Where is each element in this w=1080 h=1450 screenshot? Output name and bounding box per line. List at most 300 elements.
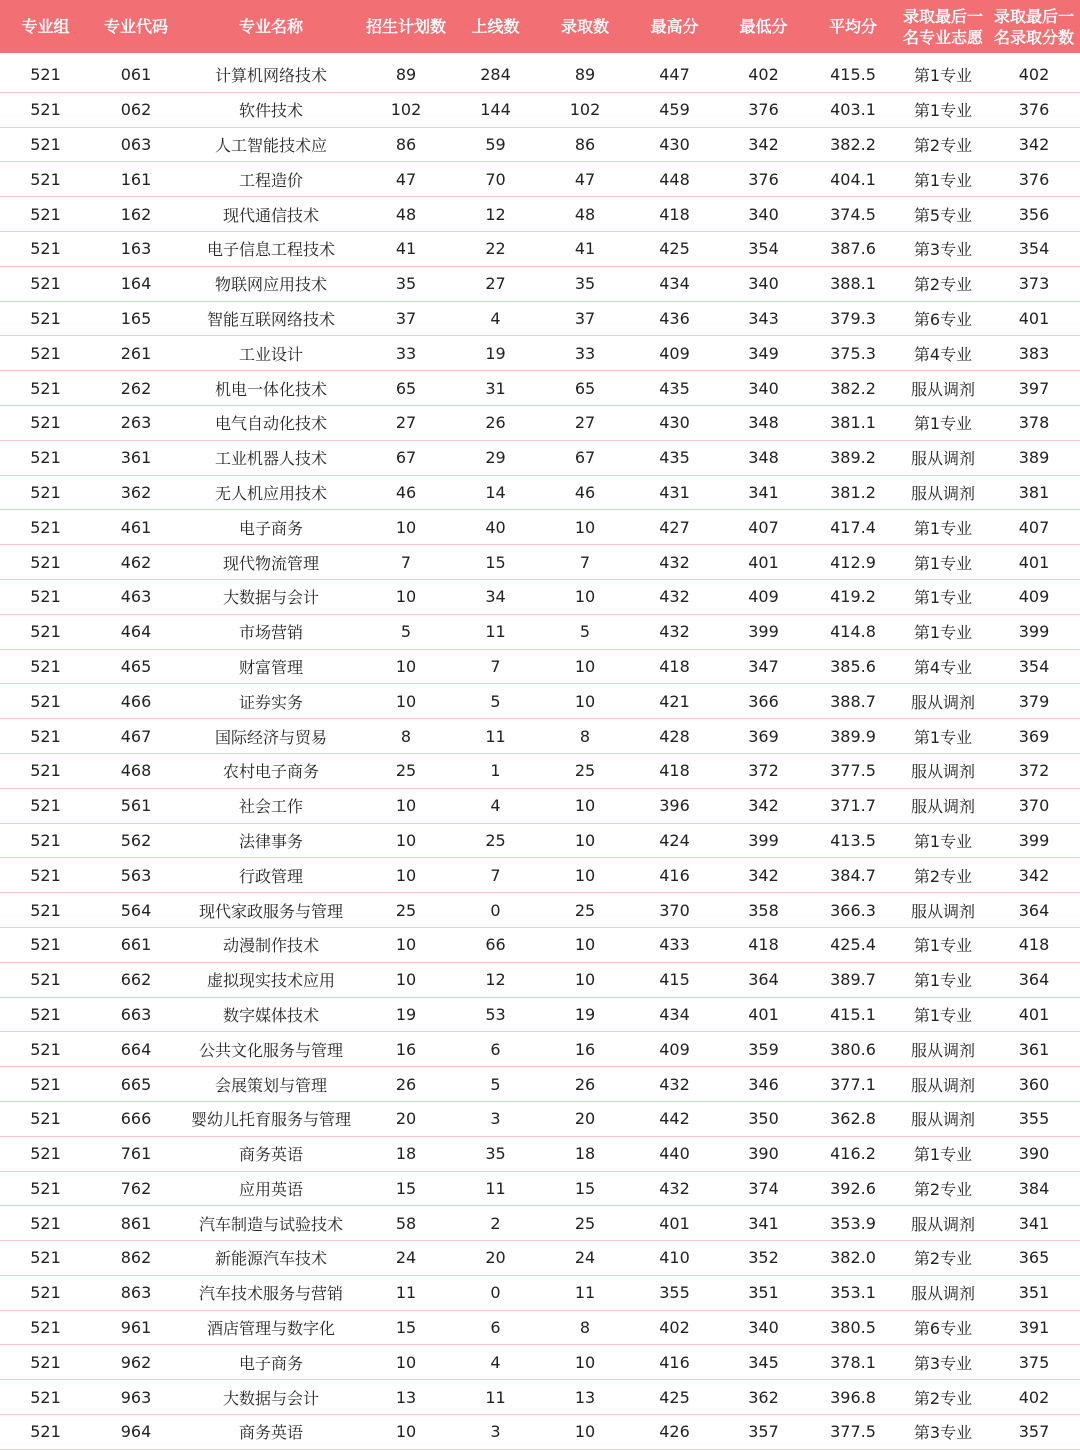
cell-plan-count: 10 (395, 935, 417, 955)
cell-min-score: 354 (748, 239, 779, 259)
table-row (0, 824, 1080, 859)
cell-avg-score: 417.4 (830, 517, 876, 537)
cell-min-score: 374 (748, 1178, 779, 1198)
cell-last-score: 381 (1018, 482, 1050, 502)
cell-max-score: 435 (659, 448, 690, 468)
cell-code: 165 (120, 308, 152, 328)
cell-code: 468 (120, 761, 152, 781)
cell-min-score: 343 (748, 308, 779, 328)
header-plan-count: 招生计划数 (365, 17, 446, 36)
cell-last-preference: 第3专业 (913, 240, 973, 260)
cell-code: 262 (120, 378, 152, 398)
cell-max-score: 433 (659, 935, 690, 955)
cell-min-score: 402 (748, 65, 779, 85)
cell-max-score: 425 (659, 1387, 690, 1407)
cell-online-count: 11 (485, 622, 506, 642)
cell-avg-score: 387.6 (830, 239, 876, 259)
cell-major-name: 大数据与会计 (222, 588, 319, 608)
cell-admitted-count: 11 (574, 1283, 596, 1303)
cell-last-preference: 第1专业 (913, 623, 973, 643)
cell-admitted-count: 86 (574, 134, 596, 154)
cell-max-score: 355 (659, 1283, 690, 1303)
table-row (0, 1241, 1080, 1276)
cell-last-score: 401 (1018, 308, 1050, 328)
cell-online-count: 4 (490, 796, 501, 816)
cell-online-count: 3 (490, 1109, 501, 1129)
cell-min-score: 369 (748, 726, 779, 746)
table-row (0, 1137, 1080, 1172)
cell-plan-count: 10 (395, 796, 417, 816)
cell-online-count: 5 (490, 691, 501, 711)
header-online-count: 上线数 (471, 17, 520, 36)
cell-code: 161 (120, 169, 152, 189)
cell-major-name: 现代通信技术 (222, 205, 319, 225)
cell-plan-count: 8 (400, 726, 412, 746)
cell-plan-count: 10 (395, 865, 417, 885)
cell-group: 521 (30, 796, 61, 816)
cell-online-count: 14 (485, 482, 506, 502)
cell-online-count: 3 (490, 1422, 501, 1442)
cell-group: 521 (30, 552, 61, 572)
cell-avg-score: 377.1 (830, 1074, 876, 1094)
table-row (0, 406, 1080, 441)
cell-admitted-count: 26 (574, 1074, 596, 1094)
cell-code: 964 (120, 1422, 152, 1442)
cell-last-preference: 服从调剂 (910, 1110, 975, 1130)
cell-min-score: 366 (748, 691, 779, 711)
cell-avg-score: 385.6 (830, 656, 876, 676)
table-row (0, 893, 1080, 928)
cell-last-preference: 第1专业 (913, 170, 973, 190)
cell-avg-score: 425.4 (830, 935, 876, 955)
table-row (0, 476, 1080, 511)
cell-avg-score: 419.2 (830, 587, 876, 607)
table-row (0, 1345, 1080, 1380)
cell-online-count: 53 (485, 1004, 506, 1024)
cell-code: 663 (120, 1004, 152, 1024)
cell-admitted-count: 10 (574, 865, 596, 885)
cell-avg-score: 403.1 (830, 100, 876, 120)
cell-online-count: 4 (490, 308, 501, 328)
cell-last-preference: 服从调剂 (910, 379, 975, 399)
cell-major-name: 会展策划与管理 (214, 1075, 327, 1095)
cell-max-score: 416 (659, 1352, 690, 1372)
cell-last-score: 399 (1018, 622, 1050, 642)
cell-min-score: 340 (748, 204, 779, 224)
cell-plan-count: 10 (395, 517, 417, 537)
cell-major-name: 财富管理 (238, 657, 303, 677)
table-row (0, 858, 1080, 893)
table-row (0, 684, 1080, 719)
table-header (0, 0, 1080, 53)
cell-admitted-count: 65 (574, 378, 596, 398)
cell-plan-count: 48 (395, 204, 417, 224)
cell-plan-count: 15 (395, 1178, 417, 1198)
cell-plan-count: 10 (395, 656, 417, 676)
table-row (0, 441, 1080, 476)
cell-last-score: 342 (1018, 865, 1050, 885)
cell-major-name: 商务英语 (238, 1423, 303, 1443)
header-major-name: 专业名称 (238, 17, 303, 36)
header-avg-score: 平均分 (828, 17, 877, 36)
cell-online-count: 26 (485, 413, 506, 433)
cell-min-score: 342 (748, 134, 779, 154)
cell-code: 661 (120, 935, 152, 955)
cell-code: 063 (120, 134, 152, 154)
cell-last-preference: 第1专业 (913, 553, 973, 573)
cell-code: 163 (120, 239, 152, 259)
header-max-score: 最高分 (650, 17, 699, 36)
cell-online-count: 11 (485, 726, 506, 746)
cell-last-preference: 第2专业 (913, 1179, 973, 1199)
cell-code: 562 (120, 830, 152, 850)
cell-min-score: 342 (748, 865, 779, 885)
cell-last-preference: 服从调剂 (910, 797, 975, 817)
cell-admitted-count: 10 (574, 517, 596, 537)
table-body (0, 58, 1080, 1450)
cell-avg-score: 362.8 (830, 1109, 876, 1129)
cell-last-preference: 第1专业 (913, 414, 973, 434)
cell-min-score: 352 (748, 1248, 779, 1268)
table-row (0, 58, 1080, 93)
cell-plan-count: 7 (400, 552, 412, 572)
cell-max-score: 432 (659, 622, 690, 642)
cell-group: 521 (30, 204, 61, 224)
cell-avg-score: 396.8 (830, 1387, 876, 1407)
cell-major-name: 虚拟现实技术应用 (206, 971, 335, 991)
cell-online-count: 59 (485, 134, 506, 154)
cell-online-count: 2 (490, 1213, 501, 1233)
cell-last-score: 356 (1018, 204, 1050, 224)
cell-admitted-count: 10 (574, 970, 596, 990)
cell-last-score: 357 (1018, 1422, 1050, 1442)
cell-avg-score: 382.2 (830, 378, 876, 398)
cell-online-count: 40 (485, 517, 506, 537)
cell-avg-score: 371.7 (830, 796, 876, 816)
cell-group: 521 (30, 448, 61, 468)
cell-group: 521 (30, 65, 61, 85)
cell-online-count: 27 (485, 274, 506, 294)
cell-last-preference: 第1专业 (913, 831, 973, 851)
cell-avg-score: 379.3 (830, 308, 876, 328)
cell-group: 521 (30, 1074, 61, 1094)
cell-code: 961 (120, 1318, 152, 1338)
cell-max-score: 415 (659, 970, 690, 990)
cell-admitted-count: 41 (574, 239, 596, 259)
cell-last-score: 375 (1018, 1352, 1050, 1372)
cell-avg-score: 375.3 (830, 343, 876, 363)
cell-plan-count: 10 (395, 587, 417, 607)
cell-admitted-count: 46 (574, 482, 596, 502)
cell-plan-count: 18 (395, 1144, 417, 1164)
cell-plan-count: 26 (395, 1074, 417, 1094)
cell-min-score: 372 (748, 761, 779, 781)
cell-admitted-count: 7 (579, 552, 591, 572)
cell-online-count: 6 (490, 1039, 501, 1059)
cell-plan-count: 5 (400, 622, 412, 642)
cell-online-count: 4 (490, 1352, 501, 1372)
cell-admitted-count: 10 (574, 1352, 596, 1372)
cell-online-count: 35 (485, 1144, 506, 1164)
cell-major-name: 智能互联网络技术 (206, 309, 335, 329)
cell-group: 521 (30, 274, 61, 294)
cell-min-score: 341 (748, 482, 779, 502)
cell-last-score: 354 (1018, 239, 1050, 259)
cell-last-preference: 第1专业 (913, 101, 973, 121)
cell-avg-score: 374.5 (830, 204, 876, 224)
cell-last-score: 383 (1018, 343, 1050, 363)
cell-min-score: 345 (748, 1352, 779, 1372)
table-row (0, 754, 1080, 789)
cell-last-score: 402 (1018, 1387, 1050, 1407)
cell-code: 662 (120, 970, 152, 990)
cell-major-name: 农村电子商务 (222, 762, 319, 782)
cell-avg-score: 366.3 (830, 900, 876, 920)
cell-last-score: 418 (1018, 935, 1050, 955)
cell-group: 521 (30, 100, 61, 120)
cell-plan-count: 65 (395, 378, 417, 398)
cell-code: 664 (120, 1039, 152, 1059)
cell-code: 561 (120, 796, 152, 816)
cell-group: 521 (30, 1248, 61, 1268)
cell-admitted-count: 24 (574, 1248, 596, 1268)
cell-code: 162 (120, 204, 152, 224)
cell-avg-score: 404.1 (830, 169, 876, 189)
table-row (0, 615, 1080, 650)
cell-min-score: 399 (748, 622, 779, 642)
cell-plan-count: 41 (395, 239, 417, 259)
cell-admitted-count: 37 (574, 308, 596, 328)
header-code: 专业代码 (103, 17, 168, 36)
cell-last-preference: 第2专业 (913, 866, 973, 886)
cell-last-score: 351 (1018, 1283, 1050, 1303)
cell-admitted-count: 10 (574, 587, 596, 607)
cell-online-count: 15 (485, 552, 506, 572)
cell-avg-score: 378.1 (830, 1352, 876, 1372)
cell-avg-score: 389.9 (830, 726, 876, 746)
cell-online-count: 29 (485, 448, 506, 468)
cell-last-preference: 服从调剂 (910, 1075, 975, 1095)
cell-major-name: 电子商务 (238, 518, 303, 538)
cell-min-score: 350 (748, 1109, 779, 1129)
cell-admitted-count: 18 (574, 1144, 596, 1164)
cell-avg-score: 381.2 (830, 482, 876, 502)
cell-code: 361 (120, 448, 152, 468)
cell-major-name: 婴幼儿托育服务与管理 (190, 1110, 351, 1130)
cell-group: 521 (30, 622, 61, 642)
cell-plan-count: 16 (395, 1039, 417, 1059)
cell-min-score: 359 (748, 1039, 779, 1059)
table-row (0, 302, 1080, 337)
cell-admitted-count: 10 (574, 691, 596, 711)
cell-group: 521 (30, 1109, 61, 1129)
cell-admitted-count: 25 (574, 900, 596, 920)
cell-avg-score: 389.7 (830, 970, 876, 990)
cell-max-score: 459 (659, 100, 690, 120)
cell-admitted-count: 8 (579, 1318, 591, 1338)
cell-max-score: 416 (659, 865, 690, 885)
cell-group: 521 (30, 656, 61, 676)
cell-admitted-count: 8 (579, 726, 591, 746)
cell-online-count: 20 (485, 1248, 506, 1268)
cell-last-score: 373 (1018, 274, 1050, 294)
cell-avg-score: 380.5 (830, 1318, 876, 1338)
table-row (0, 510, 1080, 545)
table-row (0, 719, 1080, 754)
cell-group: 521 (30, 308, 61, 328)
cell-group: 521 (30, 1039, 61, 1059)
cell-last-preference: 第1专业 (913, 1145, 973, 1165)
cell-code: 061 (120, 65, 152, 85)
cell-admitted-count: 10 (574, 656, 596, 676)
cell-avg-score: 416.2 (830, 1144, 876, 1164)
cell-max-score: 432 (659, 587, 690, 607)
cell-plan-count: 27 (395, 413, 417, 433)
cell-max-score: 421 (659, 691, 690, 711)
cell-last-preference: 第3专业 (913, 1353, 973, 1373)
cell-group: 521 (30, 413, 61, 433)
cell-major-name: 大数据与会计 (222, 1388, 319, 1408)
cell-group: 521 (30, 761, 61, 781)
cell-group: 521 (30, 1422, 61, 1442)
cell-min-score: 351 (748, 1283, 779, 1303)
cell-max-score: 424 (659, 830, 690, 850)
cell-last-preference: 服从调剂 (910, 483, 975, 503)
cell-major-name: 电子商务 (238, 1353, 303, 1373)
cell-group: 521 (30, 1213, 61, 1233)
cell-code: 467 (120, 726, 152, 746)
cell-last-score: 409 (1018, 587, 1050, 607)
cell-avg-score: 384.7 (830, 865, 876, 885)
cell-plan-count: 10 (395, 1422, 417, 1442)
cell-last-preference: 第1专业 (913, 936, 973, 956)
cell-major-name: 酒店管理与数字化 (206, 1319, 335, 1339)
cell-last-preference: 第2专业 (913, 1388, 973, 1408)
cell-group: 521 (30, 1318, 61, 1338)
cell-min-score: 346 (748, 1074, 779, 1094)
cell-last-score: 360 (1018, 1074, 1050, 1094)
cell-last-preference: 服从调剂 (910, 901, 975, 921)
cell-max-score: 427 (659, 517, 690, 537)
cell-avg-score: 388.1 (830, 274, 876, 294)
cell-group: 521 (30, 830, 61, 850)
cell-major-name: 工程造价 (238, 170, 303, 190)
table-row (0, 1311, 1080, 1346)
cell-admitted-count: 13 (574, 1387, 596, 1407)
cell-group: 521 (30, 482, 61, 502)
cell-code: 963 (120, 1387, 152, 1407)
cell-min-score: 390 (748, 1144, 779, 1164)
cell-last-preference: 第4专业 (913, 344, 973, 364)
cell-major-name: 公共文化服务与管理 (198, 1040, 343, 1060)
cell-admitted-count: 102 (569, 100, 601, 120)
cell-plan-count: 10 (395, 691, 417, 711)
cell-max-score: 436 (659, 308, 690, 328)
cell-code: 863 (120, 1283, 152, 1303)
cell-avg-score: 382.2 (830, 134, 876, 154)
cell-max-score: 430 (659, 413, 690, 433)
cell-min-score: 349 (748, 343, 779, 363)
cell-online-count: 31 (485, 378, 506, 398)
cell-major-name: 新能源汽车技术 (214, 1249, 327, 1269)
cell-group: 521 (30, 1004, 61, 1024)
cell-avg-score: 381.1 (830, 413, 876, 433)
cell-admitted-count: 67 (574, 448, 596, 468)
cell-online-count: 12 (485, 970, 506, 990)
cell-plan-count: 13 (395, 1387, 417, 1407)
cell-online-count: 66 (485, 935, 506, 955)
cell-admitted-count: 48 (574, 204, 596, 224)
cell-major-name: 动漫制作技术 (222, 936, 319, 956)
table-row (0, 998, 1080, 1033)
cell-last-preference: 第6专业 (913, 1319, 973, 1339)
cell-last-score: 369 (1018, 726, 1050, 746)
cell-plan-count: 25 (395, 761, 417, 781)
cell-online-count: 0 (490, 1283, 501, 1303)
cell-last-score: 365 (1018, 1248, 1050, 1268)
table-row (0, 545, 1080, 580)
cell-group: 521 (30, 691, 61, 711)
cell-min-score: 362 (748, 1387, 779, 1407)
table-row (0, 1206, 1080, 1241)
cell-major-name: 工业设计 (238, 344, 303, 364)
cell-avg-score: 412.9 (830, 552, 876, 572)
table-row (0, 1415, 1080, 1450)
cell-admitted-count: 16 (574, 1039, 596, 1059)
cell-last-score: 402 (1018, 65, 1050, 85)
cell-online-count: 6 (490, 1318, 501, 1338)
cell-online-count: 284 (480, 65, 511, 85)
cell-plan-count: 11 (395, 1283, 417, 1303)
table-row (0, 650, 1080, 685)
cell-last-score: 372 (1018, 761, 1050, 781)
cell-last-score: 401 (1018, 1004, 1050, 1024)
cell-min-score: 401 (748, 1004, 779, 1024)
cell-min-score: 418 (748, 935, 779, 955)
cell-online-count: 11 (485, 1387, 506, 1407)
cell-last-preference: 第1专业 (913, 518, 973, 538)
cell-max-score: 431 (659, 482, 690, 502)
cell-avg-score: 353.1 (830, 1283, 876, 1303)
cell-last-preference: 服从调剂 (910, 1284, 975, 1304)
cell-max-score: 434 (659, 1004, 690, 1024)
cell-plan-count: 10 (395, 830, 417, 850)
cell-last-preference: 服从调剂 (910, 1040, 975, 1060)
cell-max-score: 418 (659, 656, 690, 676)
cell-major-name: 机电一体化技术 (214, 379, 327, 399)
cell-min-score: 358 (748, 900, 779, 920)
cell-min-score: 342 (748, 796, 779, 816)
cell-last-score: 397 (1018, 378, 1050, 398)
cell-last-score: 378 (1018, 413, 1050, 433)
cell-online-count: 144 (480, 100, 511, 120)
cell-last-preference: 第2专业 (913, 135, 973, 155)
cell-min-score: 340 (748, 378, 779, 398)
cell-min-score: 409 (748, 587, 779, 607)
cell-last-score: 384 (1018, 1178, 1050, 1198)
cell-last-preference: 第1专业 (913, 971, 973, 991)
cell-major-name: 物联网应用技术 (214, 275, 327, 295)
cell-major-name: 证券实务 (238, 692, 303, 712)
table-row (0, 580, 1080, 615)
cell-max-score: 402 (659, 1318, 690, 1338)
cell-admitted-count: 25 (574, 761, 596, 781)
cell-last-score: 341 (1018, 1213, 1050, 1233)
cell-last-preference: 服从调剂 (910, 762, 975, 782)
cell-max-score: 370 (659, 900, 690, 920)
cell-last-preference: 第4专业 (913, 657, 973, 677)
cell-avg-score: 382.0 (830, 1248, 876, 1268)
